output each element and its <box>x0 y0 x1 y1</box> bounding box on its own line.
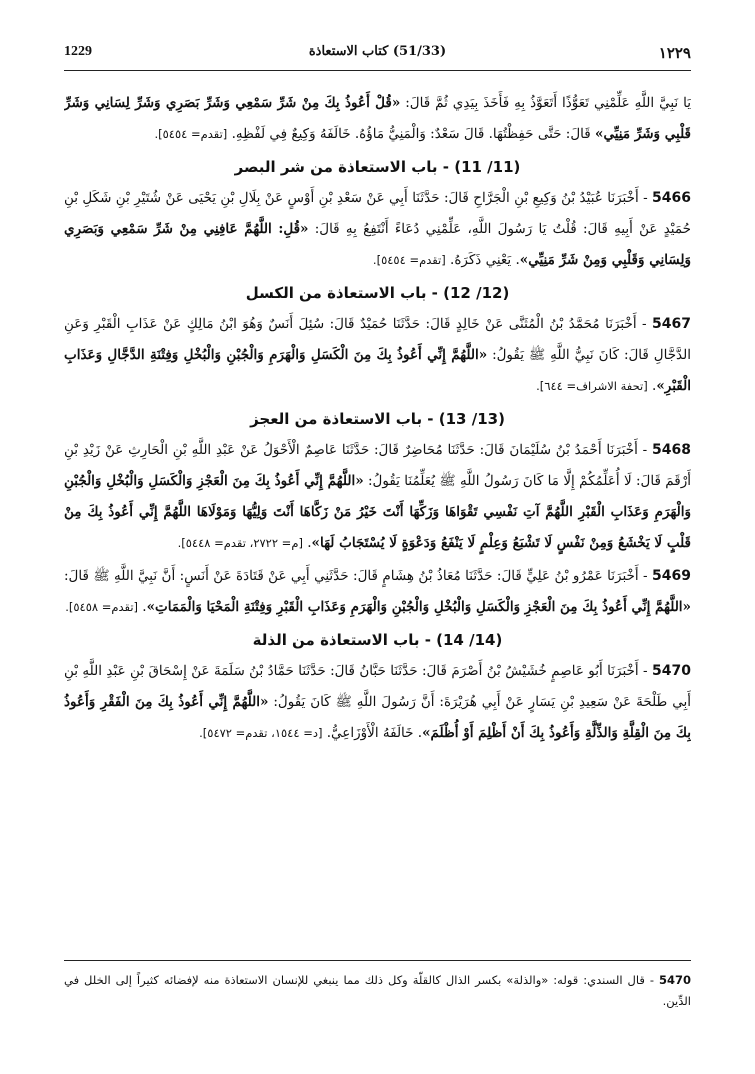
narration-text: . يَعْنِي ذَكَرَهُ. <box>445 252 520 268</box>
narration-text: - أَخْبَرَنَا عَمْرُو بْنُ عَلِيٍّ قَالَ: حَدَّثَنَا مُعَاذُ بْنُ هِشَامٍ قَالَ: حَدَّثَنِي أَبِي عَنْ قَتَادَةَ عَنْ أَنَسٍ: أَنَّ نَبِيَّ اللَّهِ ﷺ قَالَ: <box>64 568 653 584</box>
footnote-number: 5470 <box>658 973 691 987</box>
narration-text: . <box>647 378 657 394</box>
page-number-arabic: ١٢٢٩ <box>658 44 691 62</box>
reference-note: [تقدم= ٥٤٥٨]. <box>65 600 139 614</box>
narration-text: قَالَ: حَتَّى حَفِظْتُهَا. قَالَ سَعْدٌ: وَالْمَنِيُّ مَاؤُهُ. خَالَفَهُ وَكِيعٌ فِي لَفْظِهِ. <box>227 126 595 142</box>
reference-note: [تقدم= ٥٤٥٤]. <box>372 253 446 267</box>
page-header <box>64 36 691 66</box>
hadith-number: 5468 <box>652 442 691 458</box>
reference-note: [د= ١٥٤٤، تقدم= ٥٤٧٢]. <box>199 726 323 740</box>
prayer-text: «اللَّهُمَّ إِنِّي أَعُوذُ بِكَ مِنَ الْعَجْزِ وَالْكَسَلِ وَالْبُخْلِ وَالْجُبْنِ وَالْهَرَمِ وَعَذَابِ الْقَبْرِ اللَّهُمَّ آتِ نَفْسِي تَقْوَاهَا وَزَكِّهَا أَنْتَ خَيْرُ مَنْ زَكَّاهَا أَنْتَ وَلِيُّهَا وَمَوْلَاهَا اللَّهُمَّ إِنِّي أَعُوذُ بِكَ مِنْ قَلْبٍ لَا يَخْشَعُ وَمِنْ نَفْسٍ لَا تَشْبَعُ وَعِلْمٍ لَا يَنْفَعُ وَدَعْوَةٍ لَا يُسْتَجَابُ لَهَا» <box>64 473 691 551</box>
narration-text: . خَالَفَهُ الْأَوْزَاعِيُّ. <box>322 725 423 741</box>
footnote-rule <box>64 960 691 961</box>
hadith-paragraph <box>64 435 691 559</box>
hadith-paragraph <box>64 561 691 623</box>
hadith-paragraph <box>64 183 691 276</box>
hadith-number: 5467 <box>652 316 691 332</box>
chapter-heading: (13/ 13) - باب الاستعاذة من العجز <box>250 410 505 428</box>
page-number-latin: 1229 <box>64 44 92 59</box>
running-title: (51/33) كتاب الاستعاذة <box>308 44 447 59</box>
narration-text: - أَخْبَرَنَا أَبُو عَاصِمٍ خُشَيْشُ بْنُ أَصْرَمَ قَالَ: حَدَّثَنَا حَبَّانُ قَالَ: حَدَّثَنَا حَمَّادُ بْنُ سَلَمَةَ عَنْ إِسْحَاقَ بْنِ عَبْدِ اللَّهِ بْنِ أَبِي طَلْحَةَ عَنْ سَعِيدِ بْنِ يَسَارٍ عَنْ أَبِي هُرَيْرَةَ: أَنَّ رَسُولَ اللَّهِ ﷺ كَانَ يَقُولُ: <box>64 663 691 710</box>
hadith-paragraph <box>64 656 691 749</box>
chapter-heading: (11/ 11) - باب الاستعاذة من شر البصر <box>234 158 521 176</box>
prayer-text: «اللَّهُمَّ إِنِّي أَعُوذُ بِكَ مِنَ الْعَجْزِ وَالْكَسَلِ وَالْبُخْلِ وَالْجُبْنِ وَالْهَرَمِ وَعَذَابِ الْقَبْرِ وَفِتْنَةِ الْمَحْيَا وَالْمَمَاتِ» <box>146 599 691 615</box>
prayer-text: «اللَّهُمَّ إِنِّي أَعُوذُ بِكَ مِنَ الْفَقْرِ وَأَعُوذُ بِكَ مِنَ الْقِلَّةِ وَالذِّلَّةِ وَأَعُوذُ بِكَ أَنْ أَظْلِمَ أَوْ أُظْلَمَ» <box>64 694 691 741</box>
narration-text: - أَخْبَرَنَا أَحْمَدُ بْنُ سُلَيْمَانَ قَالَ: حَدَّثَنَا مُحَاضِرٌ قَالَ: حَدَّثَنَا عَاصِمٌ الْأَحْوَلُ عَنْ عَبْدِ اللَّهِ بْنِ الْحَارِثِ عَنْ زَيْدِ بْنِ أَرْقَمَ قَالَ: لَا أُعَلِّمُكُمْ إِلَّا مَا كَانَ رَسُولُ اللَّهِ ﷺ يُعَلِّمُنَا يَقُولُ: <box>64 442 691 489</box>
reference-note: [تقدم= ٥٤٥٤]. <box>154 127 228 141</box>
prayer-text: «قُلِ: اللَّهُمَّ عَافِنِي مِنْ شَرِّ سَمْعِي وَبَصَرِي وَلِسَانِي وَقَلْبِي وَمِنْ شَرِّ مَنِيِّي» <box>64 221 691 268</box>
reference-note: [م= ٢٧٢٢، تقدم= ٥٤٤٨]. <box>177 536 303 550</box>
narration-text: - أَخْبَرَنَا عُبَيْدُ بْنُ وَكِيعِ بْنِ الْجَرَّاحِ قَالَ: حَدَّثَنَا أَبِي عَنْ سَعْدِ بْنِ أَوْسٍ عَنْ بِلَالِ بْنِ يَحْيَى عَنْ شُتَيْرِ بْنِ شَكَلِ بْنِ حُمَيْدٍ عَنْ أَبِيهِ قَالَ: قُلْتُ يَا رَسُولَ اللَّهِ، عَلِّمْنِي دُعَاءً أَنْتَفِعُ بِهِ قَالَ: <box>64 190 691 237</box>
hadith-paragraph <box>64 88 691 150</box>
chapter-heading: (12/ 12) - باب الاستعاذة من الكسل <box>245 284 510 302</box>
narration-text: . <box>138 599 147 615</box>
prayer-text: «قُلْ أَعُوذُ بِكَ مِنْ شَرِّ سَمْعِي وَشَرِّ بَصَرِي وَشَرِّ لِسَانِي وَشَرِّ قَلْبِي وَشَرِّ مَنِيِّي» <box>64 95 691 142</box>
narration-text: - أَخْبَرَنَا مُحَمَّدُ بْنُ الْمُثَنَّى عَنْ خَالِدٍ قَالَ: حَدَّثَنَا حُمَيْدٌ قَالَ: سُئِلَ أَنَسٌ وَهُوَ ابْنُ مَالِكٍ عَنْ عَذَابِ الْقَبْرِ وَعَنِ الدَّجَّالِ قَالَ: كَانَ نَبِيُّ اللَّهِ ﷺ يَقُولُ: <box>64 316 691 363</box>
hadith-number: 5469 <box>652 568 691 584</box>
prayer-text: «اللَّهُمَّ إِنِّي أَعُوذُ بِكَ مِنَ الْكَسَلِ وَالْهَرَمِ وَالْجُبْنِ وَالْبُخْلِ وَفِتْنَةِ الدَّجَّالِ وَعَذَابِ الْقَبْرِ» <box>64 347 691 394</box>
narration-text: . <box>302 535 312 551</box>
chapter-heading: (14/ 14) - باب الاستعاذة من الذلة <box>252 631 503 649</box>
footnote <box>64 970 691 1012</box>
main-text <box>64 88 691 948</box>
hadith-number: 5466 <box>652 190 691 206</box>
reference-note: [تحفة الاشراف= ٦٤٤]. <box>536 379 648 393</box>
footnote-text: - قال السندي: قوله: «والذلة» بكسر الذال كالقلّة وكل ذلك مما ينبغي للإنسان الاستعاذة منه لإفضائه كثيراً إلى الخلل في الدِّين. <box>64 973 691 1008</box>
narration-text: يَا نَبِيَّ اللَّهِ عَلِّمْنِي تَعَوُّذًا أَتَعَوَّذُ بِهِ فَأَخَذَ بِيَدِي ثُمَّ قَالَ: <box>400 95 691 111</box>
header-rule <box>64 70 691 71</box>
hadith-number: 5470 <box>652 663 691 679</box>
hadith-paragraph <box>64 309 691 402</box>
